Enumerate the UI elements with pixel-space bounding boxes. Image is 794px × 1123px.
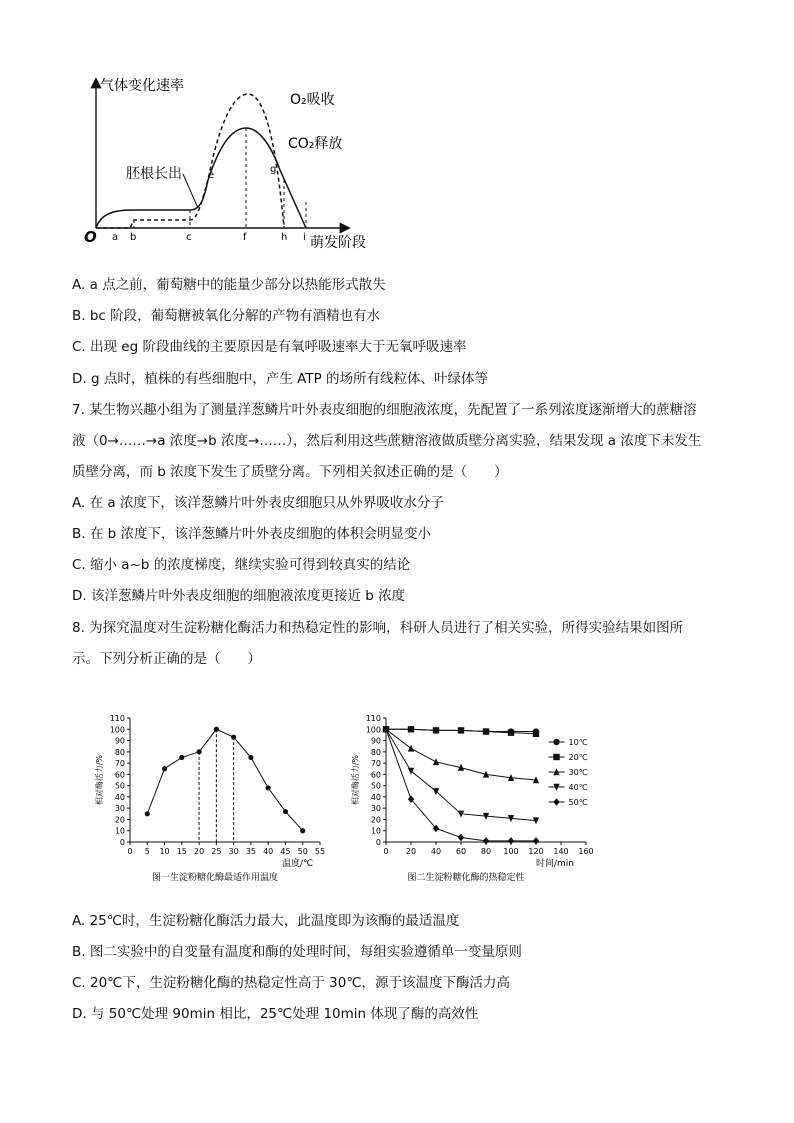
radicle-pointer	[183, 174, 198, 208]
series-line-30℃	[386, 729, 536, 780]
point-f: f	[243, 232, 247, 243]
y-tick-label: 100	[109, 725, 125, 735]
y-tick-label: 110	[365, 714, 381, 723]
y-tick-label: 110	[109, 714, 125, 723]
y-tick-label: 90	[114, 736, 125, 746]
y-tick-label: 20	[370, 815, 381, 825]
q7-option-a: A. 在 a 浓度下，该洋葱鳞片叶外表皮细胞只从外界吸收水分子	[72, 495, 444, 511]
data-point-30℃	[408, 745, 414, 752]
data-point-20℃	[483, 728, 489, 734]
data-point	[196, 749, 201, 754]
q8-option-a: A. 25℃时，生淀粉糖化酶活力最大，此温度即为该酶的最适温度	[72, 913, 460, 929]
data-point-40℃	[408, 768, 414, 775]
q7-option-b: B. 在 b 浓度下，该洋葱鳞片叶外表皮细胞的体积会明显变小	[72, 526, 431, 542]
y-tick-label: 0	[375, 838, 381, 847]
y-tick-label: 70	[370, 759, 381, 769]
y-tick-label: 80	[370, 747, 381, 757]
point-b: b	[130, 232, 137, 243]
y-tick-label: 60	[370, 770, 381, 780]
legend-label: 40℃	[568, 783, 588, 792]
y-tick-label: 80	[114, 747, 125, 757]
legend-label: 10℃	[568, 738, 588, 747]
q6-option-d: D. g 点时，植株的有些细胞中，产生 ATP 的场所有线粒体、叶绿体等	[72, 371, 488, 387]
data-point-20℃	[408, 726, 414, 732]
chart-optimal-temperature	[86, 700, 336, 895]
o2-uptake-curve	[96, 94, 284, 228]
y-axis-label: 相对酶活力/%	[95, 754, 104, 806]
y-tick-label: 70	[114, 759, 125, 769]
legend-marker	[553, 754, 559, 760]
x-tick-label: 25	[211, 847, 222, 856]
series-line-40℃	[386, 729, 536, 820]
y-tick-label: 90	[370, 736, 381, 746]
legend-label: 50℃	[568, 798, 588, 807]
data-point	[248, 755, 253, 760]
x-tick-label: 55	[314, 847, 326, 856]
data-point-20℃	[458, 727, 464, 733]
q7-stem-line-1: 7. 某生物兴趣小组为了测量洋葱鳞片叶外表皮细胞的细胞液浓度，先配置了一系列浓度逐渐增大的蔗糖溶	[72, 402, 697, 418]
q8-option-d: D. 与 50℃处理 90min 相比，25℃处理 10min 体现了酶的高效性	[72, 1006, 479, 1022]
x-axis-label: 时间/min	[536, 859, 575, 869]
y-tick-label: 60	[114, 770, 125, 780]
x-tick-label: 40	[430, 847, 442, 856]
x-tick-label: 15	[176, 847, 187, 856]
q7-option-d: D. 该洋葱鳞片叶外表皮细胞的细胞液浓度更接近 b 浓度	[72, 588, 406, 604]
y-tick-label: 50	[370, 781, 381, 791]
y-tick-label: 30	[114, 804, 125, 814]
point-g: g	[270, 164, 277, 175]
point-a: a	[112, 232, 119, 243]
data-point	[231, 735, 236, 740]
q7-option-c: C. 缩小 a~b 的浓度梯度，继续实验可得到较真实的结论	[72, 557, 411, 573]
data-point-50℃	[533, 837, 539, 845]
origin-label: O	[84, 228, 97, 246]
y-axis-label: 相对酶活力/%	[351, 754, 360, 806]
data-point-20℃	[508, 729, 514, 735]
data-point-20℃	[533, 731, 539, 737]
chart-thermal-stability	[340, 700, 600, 895]
q8-option-c: C. 20℃下，生淀粉糖化酶的热稳定性高于 30℃，源于该温度下酶活力高	[72, 975, 510, 991]
co2-label: CO₂释放	[288, 136, 343, 152]
x-axis-label: 温度/℃	[282, 859, 314, 869]
q6-option-c: C. 出现 eg 阶段曲线的主要原因是有氧呼吸速率大于无氧呼吸速率	[72, 339, 467, 355]
activity-line	[147, 729, 302, 830]
data-point-50℃	[508, 837, 514, 845]
y-tick-label: 30	[370, 804, 381, 814]
y-tick-label: 40	[370, 792, 381, 802]
germination-respiration-figure	[80, 70, 370, 255]
data-point	[179, 755, 184, 760]
legend-marker	[553, 739, 559, 745]
y-axis-label: 气体变化速率	[100, 78, 184, 94]
x-tick-label: 60	[455, 847, 467, 856]
x-tick-label: 140	[553, 847, 569, 856]
point-i: i	[303, 232, 306, 243]
y-tick-label: 20	[114, 815, 125, 825]
x-tick-label: 10	[159, 847, 170, 856]
chart-title: 图一生淀粉糖化酶最适作用温度	[151, 873, 279, 883]
y-tick-label: 10	[370, 826, 381, 836]
x-tick-label: 50	[297, 847, 308, 856]
point-e: e	[208, 170, 215, 181]
data-point	[145, 811, 150, 816]
x-tick-label: 0	[383, 847, 389, 856]
x-tick-label: 120	[528, 847, 544, 856]
q7-stem-line-2: 液（0→……→a 浓度→b 浓度→……），然后利用这些蔗糖溶液做质壁分离实验，结果发现 a 浓度下未发生	[72, 433, 702, 449]
q7-stem-line-3: 质壁分离，而 b 浓度下发生了质壁分离。下列相关叙述正确的是（ ）	[72, 464, 508, 480]
point-c: c	[186, 232, 192, 243]
chart-title: 图二生淀粉糖化酶的热稳定性	[407, 873, 525, 883]
legend-marker	[553, 798, 559, 806]
data-point-40℃	[433, 788, 439, 795]
y-tick-label: 10	[114, 826, 125, 836]
y-tick-label: 40	[114, 792, 125, 802]
y-tick-label: 0	[119, 838, 125, 847]
x-tick-label: 0	[127, 847, 133, 856]
data-point	[214, 727, 219, 732]
y-tick-label: 100	[365, 725, 381, 735]
x-tick-label: 5	[144, 847, 150, 856]
x-tick-label: 80	[480, 847, 492, 856]
x-tick-label: 45	[280, 847, 291, 856]
q6-option-b: B. bc 阶段，葡萄糖被氧化分解的产物有酒精也有水	[72, 308, 381, 324]
q8-stem-line-1: 8. 为探究温度对生淀粉糖化酶活力和热稳定性的影响，科研人员进行了相关实验，所得实验结果如图所	[72, 620, 684, 636]
x-tick-label: 160	[578, 847, 594, 856]
legend-label: 20℃	[568, 753, 588, 762]
x-tick-label: 20	[193, 847, 205, 856]
data-point-20℃	[433, 727, 439, 733]
q8-option-b: B. 图二实验中的自变量有温度和酶的处理时间，每组实验遵循单一变量原则	[72, 944, 522, 960]
radicle-label: 胚根长出	[126, 166, 182, 182]
data-point	[300, 828, 305, 833]
x-tick-label: 35	[245, 847, 257, 856]
point-h: h	[281, 232, 288, 243]
o2-label: O₂吸收	[290, 92, 335, 108]
legend-label: 30℃	[568, 768, 588, 777]
x-axis-label: 萌发阶段	[310, 235, 366, 251]
q8-stem-line-2: 示。下列分析正确的是（ ）	[72, 651, 261, 667]
q6-option-a: A. a 点之前，葡萄糖中的能量少部分以热能形式散失	[72, 277, 386, 293]
data-point	[162, 766, 167, 771]
data-point	[266, 785, 271, 790]
x-tick-label: 20	[405, 847, 417, 856]
x-tick-label: 100	[503, 847, 519, 856]
data-point-50℃	[458, 834, 464, 842]
data-point	[283, 809, 288, 814]
y-tick-label: 50	[114, 781, 125, 791]
x-tick-label: 30	[228, 847, 239, 856]
data-point-30℃	[433, 758, 439, 765]
data-point-50℃	[483, 837, 489, 845]
x-tick-label: 40	[263, 847, 274, 856]
